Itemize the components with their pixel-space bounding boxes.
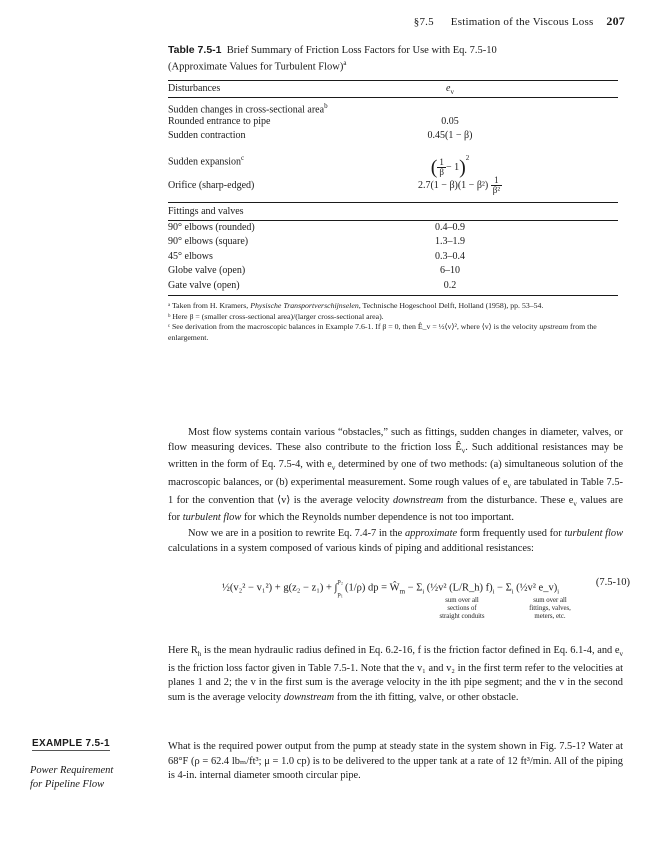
caption-line-1: Brief Summary of Friction Loss Factors for Use with Eq. 7.5-10: [226, 45, 497, 56]
table-label: Table 7.5-1: [168, 44, 222, 56]
table-row: 90° elbows (square) 1.3–1.9: [168, 236, 465, 247]
equation-number: (7.5-10): [595, 577, 630, 588]
footnote-a: ᵃ Taken from H. Kramers, Physische Transportverschijnselen, Technische Hogeschool Delft, Holland (1958), pp. 53–54.: [168, 301, 544, 310]
equation-7-5-10: [200, 563, 630, 633]
page-number: 207: [606, 14, 625, 28]
equation-note-conduits: sum over all sections of straight conduits: [439, 597, 485, 620]
footnote-b: ᵇ Here β = (smaller cross-sectional area)/(larger cross-sectional area).: [168, 311, 384, 321]
table-row: 90° elbows (rounded) 0.4–0.9: [168, 221, 465, 233]
header-section: §7.5: [413, 16, 434, 28]
table-row: Globe valve (open) 6–10: [168, 265, 460, 276]
example-text: What is the required power output from the pump at steady state in the system shown in Fig. 7.5-1? Water at 68°F (ρ = 62.4 lbₘ/ft³; μ = 1.0 cp) is to be delivered to the upper tank at a rate of 12 ft³/min. All of the piping is 4-in. internal diameter smooth circular pipe.: [168, 741, 623, 782]
table-row: Gate valve (open) 0.2: [168, 279, 457, 291]
table-section-area-changes: Sudden changes in cross-sectional area$^b$: [168, 101, 328, 115]
equation-note-fittings: sum over all fittings, valves, meters, etc.: [529, 597, 571, 620]
caption-footnote-mark: a: [343, 59, 347, 67]
caption-line-2: (Approximate Values for Turbulent Flow): [168, 61, 344, 73]
table-row-expansion: Sudden expansion$^c$ ( $\frac{1}{\beta}$ − 1)$^2$: [168, 153, 470, 179]
table-row: Sudden contraction 0.45(1 − β): [168, 130, 473, 141]
footnote-c: ᶜ See derivation from the macroscopic balances in Example 7.6-1. If β = 0, then Ê_v = ½⟨v⟩², where ⟨v⟩ is the velocity upstream from the enlargement.: [168, 322, 597, 342]
friction-loss-table: [168, 44, 618, 343]
equation-body: ½(v₂² − v₁²) + g(z₂ − z₁) + ∫ p₂ p₁ (1/ρ) dp = $Ŵ_m - \Sigma_i$ (½v² (L/R_h) $f)_i - \Sigma_i$ (½v² $e\_v)_i$: [222, 578, 560, 598]
paragraph-definitions: Here $R_h$ is the mean hydraulic radius defined in Eq. 6.2-16, f is the friction factor defined in Eq. 6.1-4, and $e_v$ is the friction loss factor given in Table 7.5-1. Note that the v₁ and v₂ in the first term refer to the velocities at planes 1 and 2; the v in the first sum is the average velocity in the ith pipe segment; and the v in the second sum is the average velocity downstream from the ith fitting, valve, or other obstacle.: [168, 645, 623, 703]
table-caption: [168, 44, 618, 74]
col-disturbances: Disturbances: [168, 82, 221, 94]
table-row: 45° elbows 0.3–0.4: [168, 250, 465, 262]
table-row-orifice: Orifice (sharp-edged) 2.7(1 − β)(1 − β²) $\frac{1}{\text{β²}}$: [168, 174, 501, 195]
table-section-fittings: Fittings and valves: [168, 205, 244, 217]
paragraph-obstacles: Most flow systems contain various “obstacles,” such as fittings, sudden changes in diameter, valves, or flow measuring devices. These also contribute to the friction loss $Ê_v$. Such additional resistances may be written in the form of Eq. 7.5-4, with $e_v$ determined by one of two methods: (a) simultaneous solution of the macroscopic balances, or (b) experimental measurement. Some rough values of $e_v$ are tabulated in Table 7.5-1 for the convention that ⟨v⟩ is the average velocity downstream from the disturbance. These $e_v$ values are for turbulent flow for which the Reynolds number dependence is not too important.: [168, 427, 624, 524]
paragraph-rewrite: Now we are in a position to rewrite Eq. 7.4-7 in the approximate form frequently used for turbulent flow calculations in a system composed of various kinds of piping and additional resistances:: [168, 528, 623, 554]
header-title: Estimation of the Viscous Loss: [450, 16, 594, 28]
table-row: Rounded entrance to pipe 0.05: [168, 115, 459, 127]
example-title: Power Requirement for Pipeline Flow: [30, 765, 114, 790]
example-badge: EXAMPLE 7.5-1: [32, 738, 110, 749]
running-header: [414, 14, 625, 29]
table-header-row: [168, 81, 618, 97]
col-ev: $e_v$: [446, 82, 454, 96]
